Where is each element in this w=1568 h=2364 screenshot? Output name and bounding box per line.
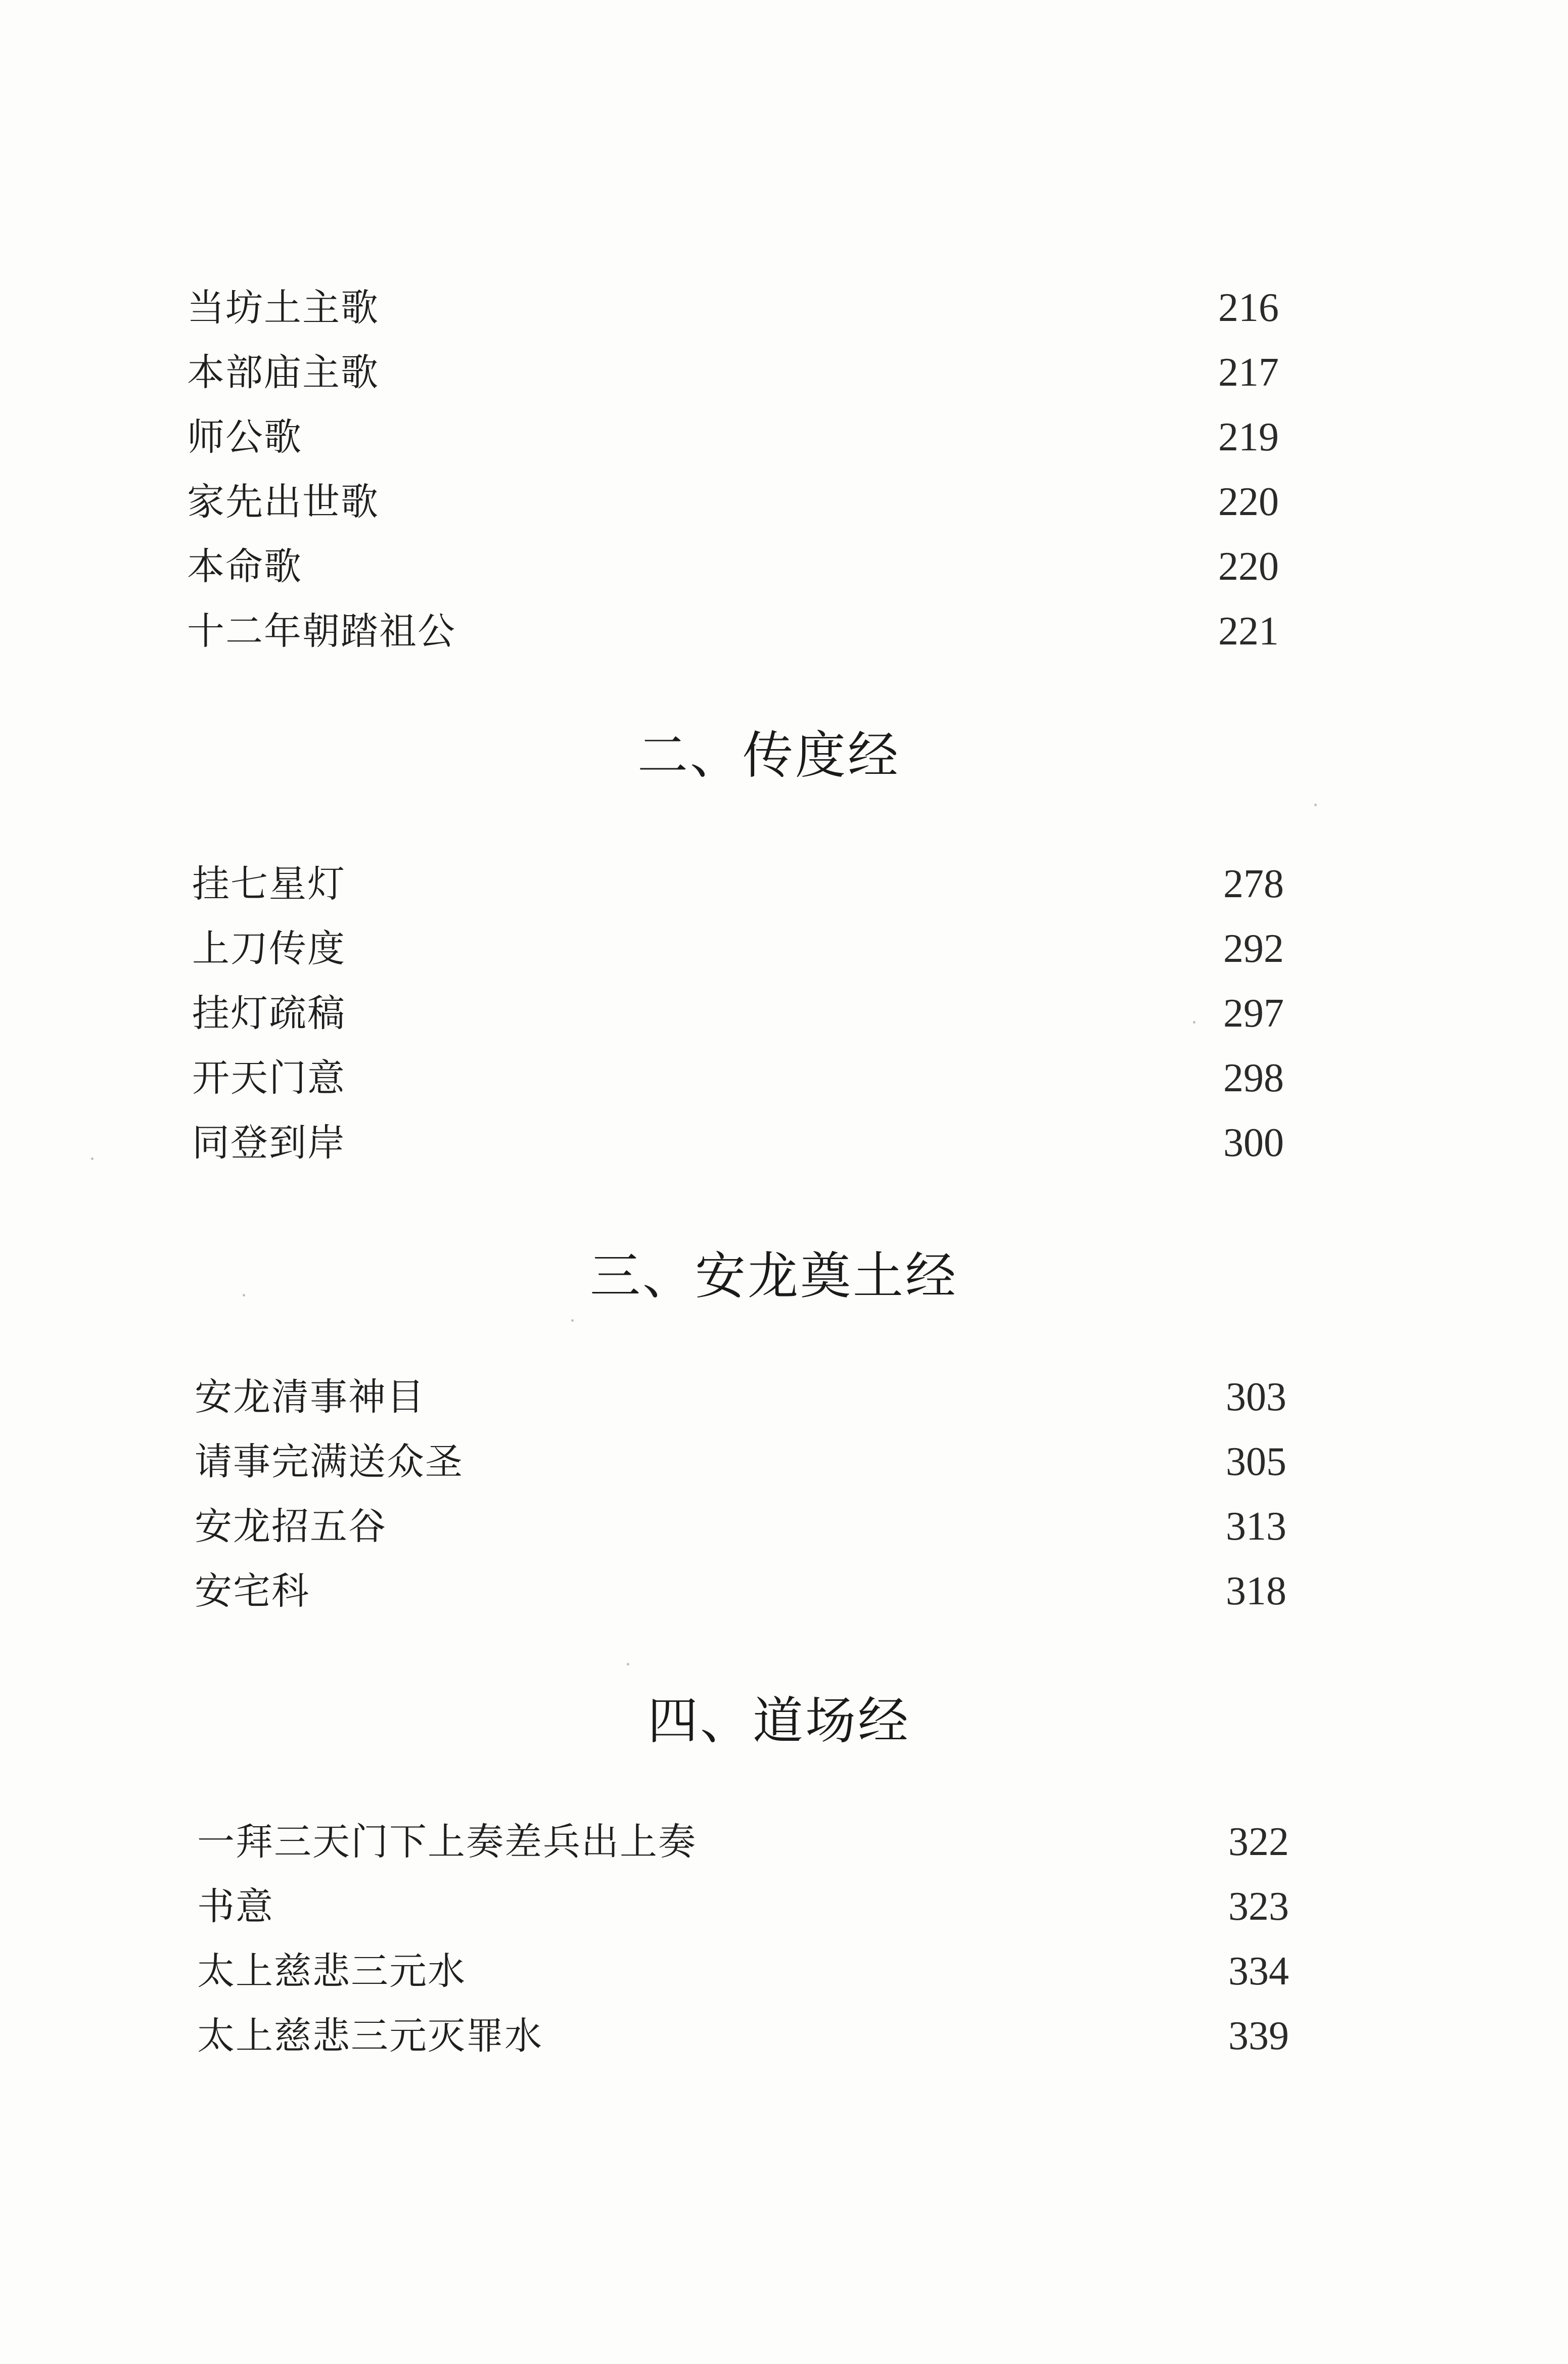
toc-section-1 — [0, 275, 1568, 664]
toc-entry[interactable] — [192, 981, 1284, 1046]
toc-entry-page: 313 — [1226, 1504, 1286, 1549]
toc-entry[interactable] — [195, 1494, 1286, 1559]
dot-leader — [349, 981, 1203, 1046]
toc-entry-title: 十二年朝踏祖公 — [187, 610, 456, 653]
toc-entry-title: 安龙清事神目 — [195, 1375, 425, 1419]
toc-entry-title: 安宅科 — [195, 1569, 310, 1613]
toc-entry-title: 同登到岸 — [192, 1121, 346, 1165]
dot-leader — [546, 2004, 1208, 2068]
dot-leader — [467, 1429, 1206, 1494]
dot-leader — [382, 340, 1198, 405]
toc-entry-page: 318 — [1226, 1569, 1286, 1613]
toc-entry-page: 303 — [1226, 1375, 1286, 1419]
toc-entry-title: 家先出世歌 — [187, 480, 379, 524]
toc-entry-title: 本部庙主歌 — [187, 351, 379, 394]
toc-section-3 — [0, 1365, 1568, 1624]
toc-entry-page: 297 — [1223, 991, 1284, 1036]
toc-entry-title: 开天门意 — [192, 1056, 346, 1100]
scan-speck — [1314, 804, 1317, 806]
toc-entry-title: 一拜三天门下上奏差兵出上奏 — [197, 1820, 697, 1864]
toc-section-2 — [0, 852, 1568, 1175]
scan-speck — [571, 1319, 574, 1322]
toc-entry-page: 334 — [1228, 1949, 1289, 1994]
dot-leader — [349, 1046, 1203, 1110]
dot-leader — [349, 852, 1203, 916]
toc-entry-page: 216 — [1218, 286, 1279, 330]
section-heading: 四、道场经 — [648, 1691, 910, 1750]
dot-leader — [277, 1874, 1208, 1939]
toc-entry-page: 220 — [1218, 480, 1279, 524]
toc-entry-title: 挂七星灯 — [192, 862, 346, 906]
toc-entry[interactable] — [187, 405, 1279, 470]
toc-entry-page: 305 — [1226, 1440, 1286, 1484]
toc-entry[interactable] — [187, 275, 1279, 340]
section-heading: 三、安龙奠土经 — [590, 1246, 958, 1306]
scan-speck — [627, 1663, 629, 1665]
toc-entry-title: 太上慈悲三元灭罪水 — [197, 2014, 543, 2058]
toc-entry[interactable] — [187, 534, 1279, 599]
toc-entry-page: 323 — [1228, 1884, 1289, 1929]
toc-entry[interactable] — [192, 1110, 1284, 1175]
toc-entry-title: 本命歌 — [187, 545, 302, 588]
toc-entry[interactable] — [192, 852, 1284, 916]
section-heading: 二、传度经 — [637, 726, 900, 785]
toc-entry-page: 339 — [1228, 2014, 1289, 2058]
toc-entry[interactable] — [192, 1046, 1284, 1110]
dot-leader — [305, 405, 1198, 470]
toc-entry-page: 220 — [1218, 544, 1279, 589]
toc-entry[interactable] — [187, 599, 1279, 664]
toc-entry-page: 219 — [1218, 415, 1279, 459]
toc-entry[interactable] — [192, 916, 1284, 981]
dot-leader — [459, 599, 1198, 664]
toc-entry-page: 298 — [1223, 1056, 1284, 1100]
toc-entry-title: 师公歌 — [187, 415, 302, 459]
dot-leader — [349, 916, 1203, 981]
toc-entry[interactable] — [187, 470, 1279, 534]
toc-entry[interactable] — [197, 1874, 1289, 1939]
dot-leader — [390, 1494, 1206, 1559]
toc-entry-title: 挂灯疏稿 — [192, 992, 346, 1035]
dot-leader — [428, 1365, 1206, 1429]
dot-leader — [382, 470, 1198, 534]
toc-entry-title: 太上慈悲三元水 — [197, 1950, 466, 1993]
toc-entry[interactable] — [195, 1429, 1286, 1494]
toc-entry-title: 当坊土主歌 — [187, 286, 379, 330]
toc-entry-title: 上刀传度 — [192, 927, 346, 970]
toc-entry-title: 安龙招五谷 — [195, 1505, 387, 1548]
dot-leader — [469, 1939, 1208, 2004]
toc-entry[interactable] — [197, 1810, 1289, 1874]
scan-speck — [1193, 1021, 1195, 1024]
toc-entry[interactable] — [187, 340, 1279, 405]
toc-entry[interactable] — [197, 2004, 1289, 2068]
toc-entry-page: 322 — [1228, 1820, 1289, 1864]
toc-entry-page: 221 — [1218, 609, 1279, 654]
scan-speck — [91, 1157, 94, 1160]
toc-entry[interactable] — [195, 1559, 1286, 1624]
toc-entry-page: 300 — [1223, 1121, 1284, 1165]
toc-entry[interactable] — [195, 1365, 1286, 1429]
dot-leader — [305, 534, 1198, 599]
toc-entry-page: 292 — [1223, 926, 1284, 971]
dot-leader — [349, 1110, 1203, 1175]
toc-entry-page: 217 — [1218, 350, 1279, 395]
toc-entry[interactable] — [197, 1939, 1289, 2004]
toc-section-4 — [0, 1810, 1568, 2068]
scan-speck — [243, 1294, 245, 1296]
toc-entry-page: 278 — [1223, 862, 1284, 906]
toc-entry-title: 书意 — [197, 1885, 274, 1928]
dot-leader — [700, 1810, 1208, 1874]
dot-leader — [382, 275, 1198, 340]
toc-entry-title: 请事完满送众圣 — [195, 1440, 464, 1484]
dot-leader — [313, 1559, 1206, 1624]
